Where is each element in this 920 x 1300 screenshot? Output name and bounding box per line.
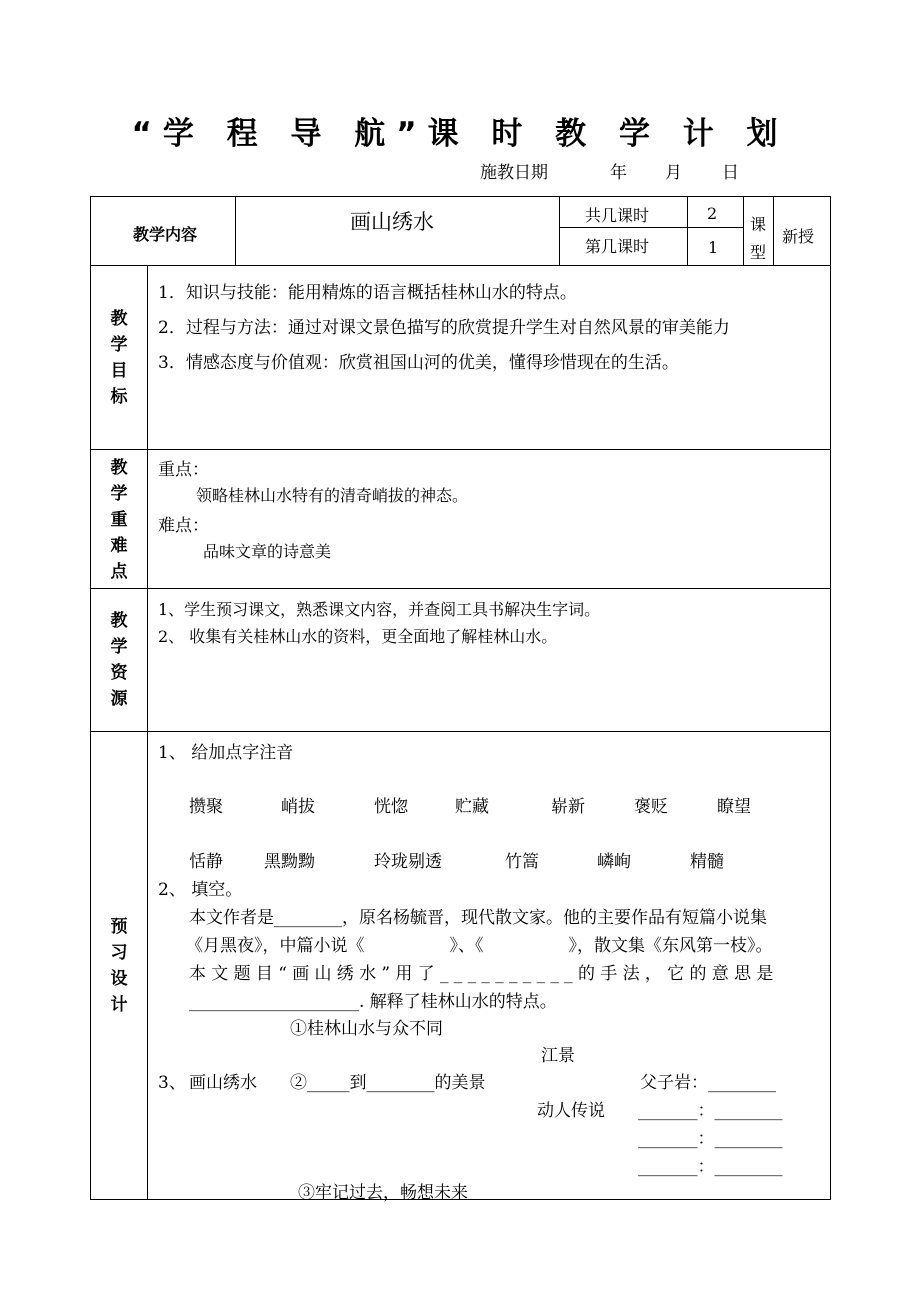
header-col-divider [773,196,774,266]
question-3-number: 3、 [158,1073,186,1093]
nth-period-label: 第几课时 [585,237,650,256]
question-2-line: 本文题目“画山绣水”用了__________的手法，它的意思是 [189,964,779,984]
lesson-type-label: 课 [750,215,767,234]
total-periods-value: 2 [707,204,718,223]
word: 贮藏 [455,797,489,817]
outline-legend: 动人传说 [537,1101,605,1121]
word: 峭拔 [281,797,315,817]
goal-item: 1．知识与技能：能用精炼的语言概括桂林山水的特点。 [158,283,577,303]
row-divider [90,265,831,266]
total-periods-label: 共几课时 [585,206,650,225]
outline-blank: _______：________ [638,1101,783,1121]
word: 褒贬 [634,797,668,817]
row-divider [90,449,831,450]
resources-label: 教 学 资 源 [110,611,128,709]
lesson-title: 画山绣水 [350,210,434,234]
date-label: 施教日期 [480,163,548,183]
outline-jiangjing: 江景 [541,1046,575,1066]
keypoints-label: 教 学 重 难 点 [110,458,128,582]
word: 攒聚 [189,797,223,817]
nth-period-value: 1 [708,238,719,257]
word: 竹篙 [505,852,539,872]
lesson-type-label: 型 [750,243,767,262]
resource-item: 2、 收集有关桂林山水的资料，更全面地了解桂林山水。 [158,627,558,646]
word: 瞭望 [717,797,751,817]
row-divider [90,731,831,732]
goal-item: 3．情感态度与价值观：欣赏祖国山河的优美，懂得珍惜现在的生活。 [158,353,679,373]
header-col-divider [743,196,744,266]
outline-blank: _______：________ [638,1157,783,1177]
question-3-title: 画山绣水 [189,1073,257,1093]
key-point-text: 领略桂林山水特有的清奇峭拔的神态。 [196,486,469,505]
outline-fuziyan: 父子岩：________ [640,1073,776,1093]
outline-item-2: ②_____到________的美景 [290,1073,486,1093]
row-divider [90,588,831,589]
question-2-title: 2、 填空。 [158,880,243,900]
lesson-type-value: 新授 [782,227,815,246]
outline-item-3: ③牢记过去，畅想未来 [298,1183,468,1203]
difficult-point-title: 难点： [158,516,209,536]
word: 黑黝黝 [264,852,315,872]
goal-item: 2．过程与方法：通过对课文景色描写的欣赏提升学生对自然风景的审美能力 [158,318,730,338]
word: 精髓 [690,852,724,872]
content-label: 教学内容 [133,225,198,244]
word: 嶙峋 [597,852,631,872]
date-day: 日 [722,163,739,183]
resource-item: 1、学生预习课文，熟悉课文内容，并查阅工具书解决生字词。 [158,600,601,619]
outline-blank: _______：________ [638,1129,783,1149]
preview-label: 预 习 设 计 [110,917,128,1015]
key-point-title: 重点： [158,460,209,480]
word: 玲珑剔透 [374,852,442,872]
header-col-divider [559,196,560,266]
plan-table [90,196,831,1200]
word: 崭新 [551,797,585,817]
question-2-line: ____________________. 解释了桂林山水的特点。 [189,992,557,1012]
goals-label: 教 学 目 标 [110,309,128,407]
word: 恬静 [189,852,223,872]
page-title: “学 程 导 航”课 时 教 学 计 划 [131,116,789,152]
header-mid-divider [559,227,743,228]
header-col-divider [687,196,688,266]
header-col-divider [235,196,236,266]
question-2-line: 《月黑夜》，中篇小说《 》、《 》，散文集《东风第一枝》。 [186,936,773,956]
word: 恍惚 [374,797,408,817]
outline-item-1: ①桂林山水与众不同 [290,1019,443,1039]
question-2-line: 本文作者是________，原名杨毓晋，现代散文家。他的主要作品有短篇小说集 [189,908,767,928]
date-month: 月 [665,163,682,183]
difficult-point-text: 品味文章的诗意美 [203,542,332,561]
date-year: 年 [610,163,627,183]
question-1-title: 1、 给加点字注音 [158,743,294,763]
